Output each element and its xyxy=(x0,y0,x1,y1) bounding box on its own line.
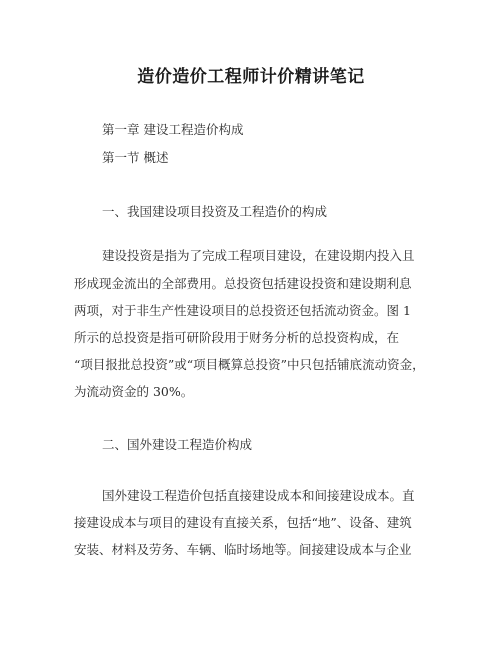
subsection-heading-1: 一、我国建设项目投资及工程造价的构成 xyxy=(102,204,328,219)
paragraph-1-line: “项目报批总投资”或“项目概算总投资”中只包括铺底流动资金， xyxy=(74,357,425,372)
paragraph-2-line: 国外建设工程造价包括直接建设成本和间接建设成本。直 xyxy=(102,488,415,503)
paragraph-1-line: 建设投资是指为了完成工程项目建设，在建设期内投入且 xyxy=(102,248,415,263)
paragraph-2-line: 接建设成本与项目的建设有直接关系，包括“地”、设备、建筑 xyxy=(74,515,412,530)
paragraph-1-line: 两项，对于非生产性建设项目的总投资还包括流动资金。图 1 xyxy=(74,303,411,318)
paragraph-1-line: 为流动资金的 30%。 xyxy=(74,384,194,399)
paragraph-2-line: 安装、材料及劳务、车辆、临时场地等。间接建设成本与企业 xyxy=(74,542,412,557)
chapter-heading: 第一章 建设工程造价构成 xyxy=(102,122,244,137)
subsection-heading-2: 二、国外建设工程造价构成 xyxy=(102,437,253,452)
section-heading: 第一节 概述 xyxy=(102,150,169,165)
paragraph-1-line: 所示的总投资是指可研阶段用于财务分析的总投资构成，在 xyxy=(74,330,400,345)
paragraph-1-line: 形成现金流出的全部费用。总投资包括建设投资和建设期利息 xyxy=(74,276,412,291)
document-title: 造价造价工程师计价精讲笔记 xyxy=(137,67,365,87)
